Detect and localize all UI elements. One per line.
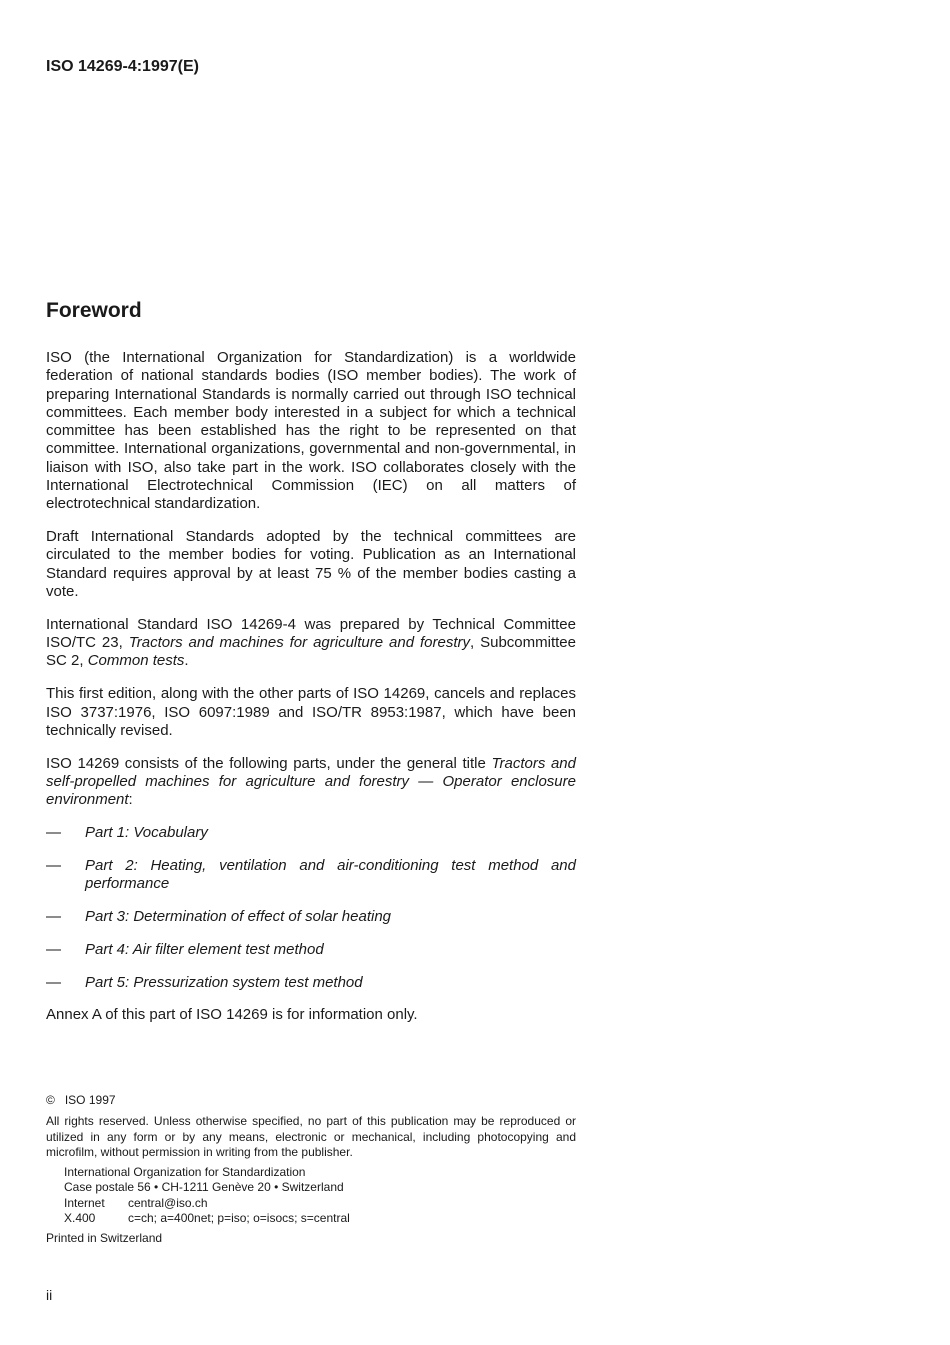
document-id: ISO 14269-4:1997(E) (46, 58, 199, 75)
list-item-text: Part 3: Determination of effect of solar heating (85, 907, 391, 925)
list-item-text: Part 2: Heating, ventilation and air-conditioning test method and performance (85, 856, 576, 893)
list-item (46, 824, 576, 842)
parts-intro-text-a: ISO 14269 consists of the following parts, under the general title (46, 754, 492, 772)
list-dash: — (46, 973, 61, 991)
org-name: International Organization for Standardization (64, 1165, 306, 1180)
list-item (46, 908, 576, 926)
postal-address: Case postale 56 • CH-1211 Genève 20 • Switzerland (64, 1180, 344, 1195)
internet-value: central@iso.ch (128, 1195, 208, 1210)
printed-in: Printed in Switzerland (46, 1231, 163, 1246)
list-item (46, 974, 576, 992)
copyright-symbol: © (46, 1093, 55, 1107)
list-item-text: Part 1: Vocabulary (85, 824, 208, 842)
foreword-body (46, 349, 576, 1039)
list-dash: — (46, 907, 61, 925)
page-number: ii (46, 1287, 53, 1303)
rights-statement: All rights reserved. Unless otherwise specified, no part of this publication may be reproduced or utilized in any form or by any means, electronic or mechanical, including photocopying and microfilm, without permission in writing from the publisher. (46, 1114, 576, 1159)
paragraph-parts-intro (46, 755, 576, 810)
list-item (46, 941, 576, 959)
list-dash: — (46, 940, 61, 958)
copyright-year: ISO 1997 (64, 1093, 116, 1107)
list-dash: — (46, 856, 61, 874)
subcommittee-title: Common tests (87, 652, 185, 670)
general-title: Tractors and self-propelled machines for agriculture and forestry — Operator enclosure environment (46, 754, 576, 809)
copyright-line (46, 1093, 576, 1108)
list-item-text: Part 4: Air filter element test method (85, 940, 324, 958)
x400-value: c=ch; a=400net; p=iso; o=isocs; s=central (128, 1211, 350, 1226)
x400-row (64, 1211, 576, 1226)
internet-row (64, 1196, 576, 1211)
list-item-text: Part 5: Pressurization system test method (85, 973, 363, 991)
paragraph-iso-intro: ISO (the International Organization for Standardization) is a worldwide federation of national standards bodies (ISO member bodies). The work of preparing International Standards is normally carried out through ISO technical committees. Each member body interested in a subject for which a technical committee has been established has the right to be represented on that committee. International organizations, governmental and non-governmental, in liaison with ISO, also take part in the work. ISO collaborates closely with the International Electrotechnical Commission (IEC) on all matters of electrotechnical standardization. (46, 349, 576, 513)
prepared-by-text-a: International Standard ISO 14269-4 was prepared by Technical Committee ISO/TC 23, (46, 615, 576, 652)
paragraph-draft-standards: Draft International Standards adopted by the technical committees are circulated to the member bodies for voting. Publication as an International Standard requires approval by at least 75 % of the member bodies casting a vote. (46, 528, 576, 601)
prepared-by-text-e: . (184, 652, 189, 670)
prepared-by-text-c: , Subcommittee SC 2, (46, 634, 576, 670)
paragraph-edition: This first edition, along with the other parts of ISO 14269, cancels and replaces ISO 3737:1976, ISO 6097:1989 and ISO/TR 8953:1987, which have been technically revised. (46, 685, 576, 739)
list-item (46, 857, 576, 894)
paragraph-annex: Annex A of this part of ISO 14269 is for information only. (46, 1006, 418, 1024)
foreword-heading: Foreword (46, 299, 142, 322)
publisher-address (46, 1165, 576, 1226)
x400-label: X.400 (64, 1211, 96, 1226)
copyright-block (46, 1093, 576, 1247)
list-dash: — (46, 824, 61, 842)
parts-intro-text-c: : (128, 791, 133, 809)
paragraph-prepared-by (46, 616, 576, 671)
internet-label: Internet (64, 1195, 105, 1210)
committee-title: Tractors and machines for agriculture and forestry (128, 634, 470, 652)
